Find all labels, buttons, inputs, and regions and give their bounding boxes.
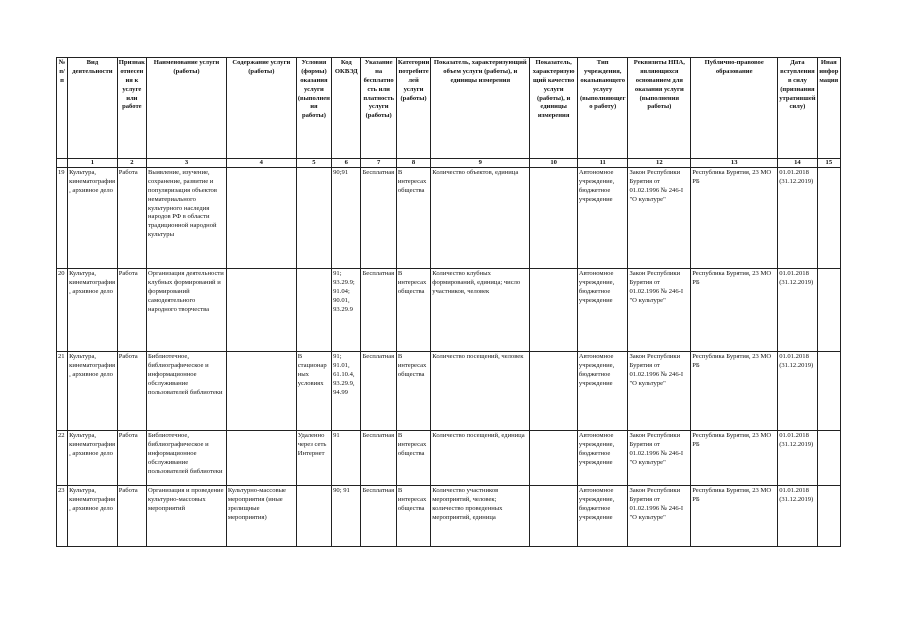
okved-cell: 90;91 — [332, 168, 361, 269]
header-cell: Иная информация — [817, 58, 840, 159]
column-number-cell — [57, 159, 68, 168]
conditions-cell: Удаленно через сеть Интернет — [296, 431, 331, 486]
entity-cell: Республика Бурятия, 23 МО РБ — [691, 168, 778, 269]
column-number-cell: 13 — [691, 159, 778, 168]
paid-cell: Бесплатная — [361, 352, 396, 431]
table-row — [57, 431, 841, 486]
quality-cell — [530, 168, 578, 269]
row-number: 23 — [57, 486, 68, 547]
other-cell — [817, 486, 840, 547]
category-cell: В интересах общества — [396, 431, 430, 486]
npa-cell: Закон Республики Бурятия от 01.02.1996 № 246-I "О культуре" — [628, 431, 691, 486]
category-cell: В интересах общества — [396, 269, 430, 352]
date-cell: 01.01.2018 (31.12.2019) — [778, 168, 817, 269]
other-cell — [817, 168, 840, 269]
row-number: 21 — [57, 352, 68, 431]
header-cell: Признак отнесения к услуге или работе — [117, 58, 146, 159]
activity-cell: Культура, кинематография, архивное дело — [68, 431, 118, 486]
service-name-cell: Библиотечное, библиографическое и информационное обслуживание пользователей библиотеки — [147, 352, 227, 431]
header-cell: Код ОКВЭД — [332, 58, 361, 159]
category-cell: В интересах общества — [396, 486, 430, 547]
header-cell: Показатель, характеризующий качество услуги (работы), и единицы измерения — [530, 58, 578, 159]
other-cell — [817, 431, 840, 486]
npa-cell: Закон Республики Бурятия от 01.02.1996 № 246-I "О культуре" — [628, 168, 691, 269]
institution-type-cell: Автономное учреждение, бюджетное учреждение — [577, 486, 628, 547]
institution-type-cell: Автономное учреждение, бюджетное учреждение — [577, 269, 628, 352]
category-cell: В интересах общества — [396, 168, 430, 269]
column-number-cell: 12 — [628, 159, 691, 168]
date-cell: 01.01.2018 (31.12.2019) — [778, 431, 817, 486]
conditions-cell: В стационарных условиях — [296, 352, 331, 431]
sign-cell: Работа — [117, 168, 146, 269]
paid-cell: Бесплатная — [361, 269, 396, 352]
npa-cell: Закон Республики Бурятия от 01.02.1996 № 246-I "О культуре" — [628, 486, 691, 547]
content-cell — [226, 431, 296, 486]
date-cell: 01.01.2018 (31.12.2019) — [778, 486, 817, 547]
row-number: 19 — [57, 168, 68, 269]
date-cell: 01.01.2018 (31.12.2019) — [778, 352, 817, 431]
volume-cell: Количество клубных формирований, единица; число участников, человек — [431, 269, 530, 352]
column-number-cell: 4 — [226, 159, 296, 168]
npa-cell: Закон Республики Бурятия от 01.02.1996 № 246-I "О культуре" — [628, 352, 691, 431]
volume-cell: Количество посещений, единица — [431, 431, 530, 486]
table-row — [57, 486, 841, 547]
services-register-table — [56, 57, 841, 547]
okved-cell: 91; 91.01, 61.10.4, 93.29.9, 94.99 — [332, 352, 361, 431]
volume-cell: Количество участников мероприятий, человек; количество проведенных мероприятий, единица — [431, 486, 530, 547]
quality-cell — [530, 352, 578, 431]
header-cell: Дата вступления в силу (признания утратившей силу) — [778, 58, 817, 159]
column-number-cell: 14 — [778, 159, 817, 168]
header-cell: Условия (формы) оказания услуги (выполнения работы) — [296, 58, 331, 159]
institution-type-cell: Автономное учреждение, бюджетное учреждение — [577, 352, 628, 431]
column-number-cell: 2 — [117, 159, 146, 168]
entity-cell: Республика Бурятия, 23 МО РБ — [691, 269, 778, 352]
paid-cell: Бесплатная — [361, 486, 396, 547]
service-name-cell: Библиотечное, библиографическое и информационное обслуживание пользователей библиотеки — [147, 431, 227, 486]
column-number-cell: 7 — [361, 159, 396, 168]
okved-cell: 91; 93.29.9; 91.04; 90.01, 93.29.9 — [332, 269, 361, 352]
volume-cell: Количество посещений, человек — [431, 352, 530, 431]
row-number: 22 — [57, 431, 68, 486]
header-cell: Показатель, характеризующий объем услуги (работы), и единицы измерения — [431, 58, 530, 159]
content-cell — [226, 269, 296, 352]
service-name-cell: Выявление, изучение, сохранение, развитие и популяризация объектов нематериального культурного наследия народов РФ в области традиционной народной культуры — [147, 168, 227, 269]
activity-cell: Культура, кинематография, архивное дело — [68, 168, 118, 269]
header-cell: Публично-правовое образование — [691, 58, 778, 159]
column-numbers-row — [57, 159, 841, 168]
header-cell: Указание на бесплатность или платность услуги (работы) — [361, 58, 396, 159]
column-number-cell: 3 — [147, 159, 227, 168]
conditions-cell — [296, 168, 331, 269]
npa-cell: Закон Республики Бурятия от 01.02.1996 № 246-I "О культуре" — [628, 269, 691, 352]
row-number: 20 — [57, 269, 68, 352]
institution-type-cell: Автономное учреждение, бюджетное учреждение — [577, 431, 628, 486]
quality-cell — [530, 486, 578, 547]
activity-cell: Культура, кинематография, архивное дело — [68, 269, 118, 352]
quality-cell — [530, 431, 578, 486]
other-cell — [817, 352, 840, 431]
column-number-cell: 9 — [431, 159, 530, 168]
header-cell: Содержание услуги (работы) — [226, 58, 296, 159]
okved-cell: 91 — [332, 431, 361, 486]
header-cell: Вид деятельности — [68, 58, 118, 159]
header-cell: № п/п — [57, 58, 68, 159]
column-number-cell: 1 — [68, 159, 118, 168]
conditions-cell — [296, 269, 331, 352]
entity-cell: Республика Бурятия, 23 МО РБ — [691, 431, 778, 486]
service-name-cell: Организация деятельности клубных формирований и формирований самодеятельного народного творчества — [147, 269, 227, 352]
column-number-cell: 15 — [817, 159, 840, 168]
institution-type-cell: Автономное учреждение, бюджетное учреждение — [577, 168, 628, 269]
sign-cell: Работа — [117, 269, 146, 352]
okved-cell: 90; 91 — [332, 486, 361, 547]
header-row — [57, 58, 841, 159]
header-cell: Наименование услуги (работы) — [147, 58, 227, 159]
category-cell: В интересах общества — [396, 352, 430, 431]
column-number-cell: 5 — [296, 159, 331, 168]
table-row — [57, 269, 841, 352]
quality-cell — [530, 269, 578, 352]
content-cell — [226, 352, 296, 431]
column-number-cell: 6 — [332, 159, 361, 168]
service-name-cell: Организация и проведение культурно-массовых мероприятий — [147, 486, 227, 547]
header-cell: Тип учреждения, оказывающего услугу (выполняющего работу) — [577, 58, 628, 159]
volume-cell: Количество объектов, единица — [431, 168, 530, 269]
column-number-cell: 8 — [396, 159, 430, 168]
content-cell — [226, 168, 296, 269]
entity-cell: Республика Бурятия, 23 МО РБ — [691, 352, 778, 431]
paid-cell: Бесплатная — [361, 431, 396, 486]
entity-cell: Республика Бурятия, 23 МО РБ — [691, 486, 778, 547]
activity-cell: Культура, кинематография, архивное дело — [68, 352, 118, 431]
column-number-cell: 11 — [577, 159, 628, 168]
header-cell: Категории потребителей услуги (работы) — [396, 58, 430, 159]
activity-cell: Культура, кинематография, архивное дело — [68, 486, 118, 547]
header-cell: Реквизиты НПА, являющихся основанием для оказания услуги (выполнения работы) — [628, 58, 691, 159]
content-cell: Культурно-массовые мероприятия (иные зрелищные мероприятия) — [226, 486, 296, 547]
conditions-cell — [296, 486, 331, 547]
sign-cell: Работа — [117, 431, 146, 486]
table-row — [57, 168, 841, 269]
column-number-cell: 10 — [530, 159, 578, 168]
paid-cell: Бесплатная — [361, 168, 396, 269]
sign-cell: Работа — [117, 486, 146, 547]
sign-cell: Работа — [117, 352, 146, 431]
date-cell: 01.01.2018 (31.12.2019) — [778, 269, 817, 352]
table-row — [57, 352, 841, 431]
other-cell — [817, 269, 840, 352]
